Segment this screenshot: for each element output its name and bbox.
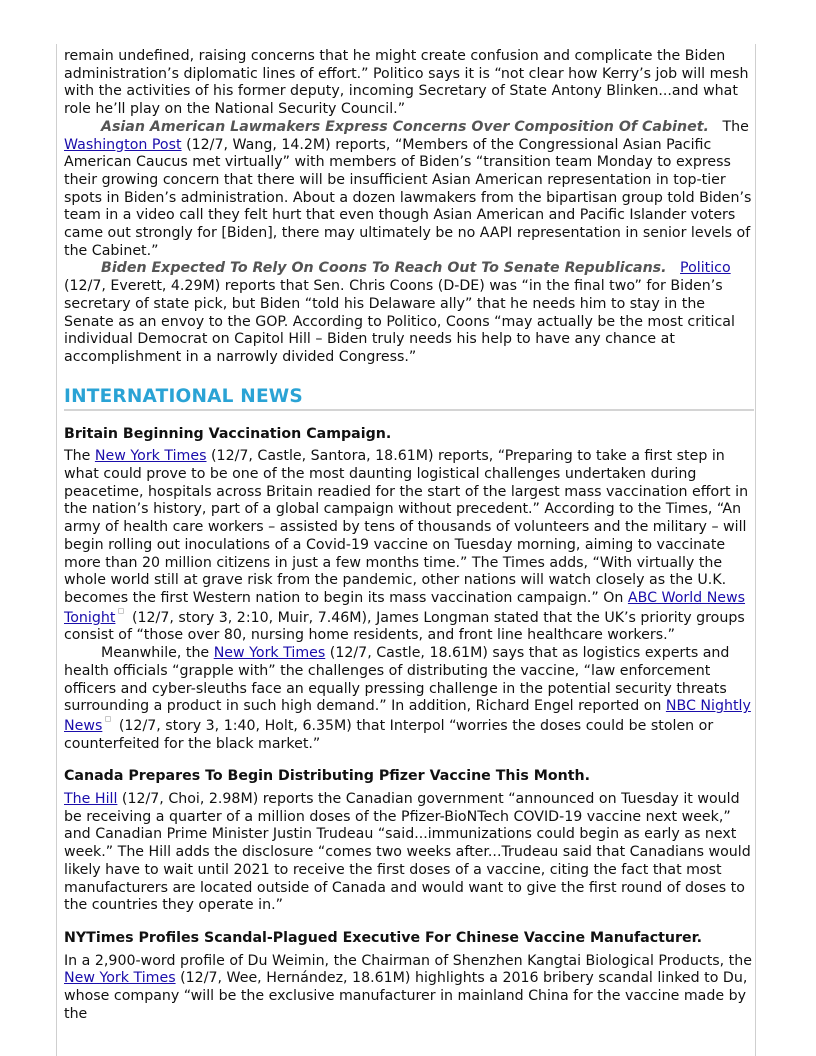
britain-p2-pre: Meanwhile, the — [101, 645, 210, 662]
document-page — [56, 44, 756, 1056]
abc-world-news-tonight-link[interactable]: ABC World News Tonight — [64, 589, 746, 626]
canada-paragraph — [64, 791, 754, 915]
canada-text: (12/7, Choi, 2.98M) reports the Canadian government “announced on Tuesday it would be receiving a quarter of a million doses of the Pfizer-BioNTech COVID-19 vaccine next week,” and Canadian Prime Minister Justin Trudeau “said...immunizations could begin as early as next week.” The Hill adds the disclosure “comes two weeks after...Trudeau said that Canadians would likely have to wait until 2021 to receive the first doses of a vaccine, citing the fact that most manufacturers are located outside of Canada and would want to give the first round of doses to the countries they operate in.” — [64, 791, 751, 914]
the-hill-link[interactable]: The Hill — [64, 791, 118, 808]
china-paragraph — [64, 953, 754, 1024]
britain-text-1: (12/7, Castle, Santora, 18.61M) reports, “Preparing to take a first step in what could prove to be one of the most daunting logistical challenges undertaken during peacetime, hospitals across Britain readied for the start of the largest mass vaccination effort in the nation’s history, part of a global campaign without precedent.” According to the Times, “An army of health care workers – assisted by tens of thousands of volunteers and the military – will begin rolling out inoculations of a Covid-19 vaccine on Tuesday morning, aiming to vaccinate more than 20 million citizens in just a few months time.” The Times adds, “With virtually the whole world still at grave risk from the pandemic, other nations will watch closely as the U.K. becomes the first Western nation to begin its mass vaccination campaign.” On — [64, 448, 749, 606]
politico-link[interactable]: Politico — [680, 260, 731, 277]
aapi-headline: Asian American Lawmakers Express Concerns Over Composition Of Cabinet. — [101, 118, 709, 135]
new-york-times-link-2[interactable]: New York Times — [213, 645, 326, 662]
britain-story-title: Britain Beginning Vaccination Campaign. — [64, 425, 392, 442]
china-story-title: NYTimes Profiles Scandal-Plagued Executive For Chinese Vaccine Manufacturer. — [64, 929, 702, 946]
coons-text: (12/7, Everett, 4.29M) reports that Sen. Chris Coons (D-DE) was “in the final two” for Biden’s secretary of state pick, but Biden “told his Delaware ally” that he needs him to stay in the Senate as an envoy to the GOP. According to Politico, Coons “may actually be the most critical individual Democrat on Capitol Hill – Biden truly needs his help to have any chance at accomplishment in a narrowly divided Congress.” — [64, 278, 735, 365]
aapi-pre: The — [722, 118, 749, 135]
britain-paragraph-2 — [64, 645, 754, 753]
new-york-times-link-3[interactable]: New York Times — [64, 970, 176, 987]
china-text: (12/7, Wee, Hernández, 18.61M) highlights a 2016 bribery scandal linked to Du, whose company “will be the exclusive manufacturer in mainland China for the vaccine made by the — [64, 970, 748, 1022]
coons-paragraph — [64, 260, 754, 366]
washington-post-link[interactable]: Washington Post — [64, 136, 182, 153]
new-york-times-link[interactable]: New York Times — [94, 448, 207, 465]
section-title-international-news: INTERNATIONAL NEWS — [64, 386, 754, 411]
document-content — [64, 48, 754, 1023]
video-marker-icon — [105, 716, 111, 722]
canada-story-title: Canada Prepares To Begin Distributing Pfizer Vaccine This Month. — [64, 768, 590, 785]
aapi-paragraph — [64, 119, 754, 261]
britain-paragraph-1 — [64, 448, 754, 645]
britain-text-2: (12/7, story 3, 2:10, Muir, 7.46M), James Longman stated that the UK’s priority groups consist of “those over 80, nursing home residents, and front line healthcare workers.” — [64, 609, 745, 644]
britain-text-3: (12/7, Castle, 18.61M) says that as logistics experts and health officials “grapple with” the challenges of distributing the vaccine, “law enforcement officers and cyber-sleuths face an equally pressing challenge in the potential security threats surrounding a product in such high demand.” In addition, Richard Engel reported on — [64, 645, 730, 715]
coons-headline: Biden Expected To Rely On Coons To Reach Out To Senate Republicans. — [101, 260, 667, 277]
china-pre: In a 2,900-word profile of Du Weimin, the Chairman of Shenzhen Kangtai Biological Products, the — [64, 952, 752, 969]
intro-paragraph: remain undefined, raising concerns that he might create confusion and complicate the Biden administration’s diplomatic lines of effort.” Politico says it is “not clear how Kerry’s job will mesh with the activities of his former deputy, incoming Secretary of State Antony Blinken...and what role he’ll play on the National Security Council.” — [64, 48, 749, 118]
video-marker-icon — [118, 608, 124, 614]
britain-text-4: (12/7, story 3, 1:40, Holt, 6.35M) that Interpol “worries the doses could be stolen or counterfeited for the black market.” — [64, 717, 714, 752]
nbc-nightly-news-link[interactable]: NBC Nightly News — [64, 698, 751, 734]
aapi-text: (12/7, Wang, 14.2M) reports, “Members of the Congressional Asian Pacific American Caucus met virtually” with members of Biden’s “transition team Monday to express their growing concern that there will be insufficient Asian American representation in top-tier spots in Biden’s administration. About a dozen lawmakers from the bipartisan group told Biden’s team in a video call they felt hurt that even though Asian American and Pacific Islander voters came out strongly for [Biden], there may ultimately be no AAPI representation in senior levels of the Cabinet.” — [64, 136, 752, 259]
britain-pre: The — [64, 448, 91, 465]
